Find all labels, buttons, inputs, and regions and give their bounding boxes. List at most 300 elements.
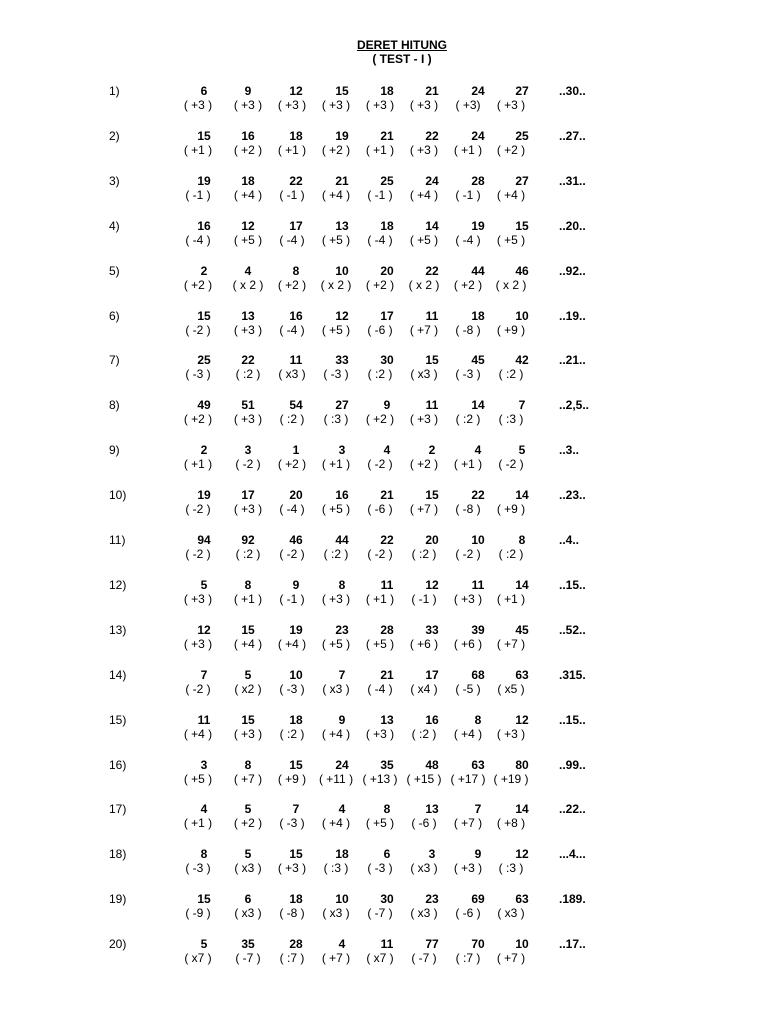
sequence-term: 22 (425, 263, 439, 278)
sequence-term: 94 (197, 533, 211, 547)
sequence-term: 16 (197, 218, 211, 233)
problem-row (0, 443, 768, 477)
sequence-term: 18 (289, 128, 303, 143)
sequence-term: 5 (200, 937, 208, 952)
sequence-term: 42 (515, 353, 529, 368)
operation-hint: ( +1 ) (453, 142, 483, 157)
problem-row (0, 758, 768, 792)
problem-number: 14) (109, 667, 127, 682)
sequence-term: 45 (515, 622, 529, 637)
sequence-term: 12 (241, 218, 255, 233)
operation-hint: ( :2 ) (235, 367, 261, 382)
operation-hint: ( +17 ) (450, 771, 486, 786)
operation-hint: ( +3 ) (496, 726, 526, 741)
problem-number: 17) (109, 802, 127, 817)
sequence-term: 6 (244, 892, 252, 907)
sequence-term: 11 (425, 308, 439, 323)
operation-hint: ( +7 ) (409, 502, 439, 517)
sequence-term: 13 (380, 712, 394, 727)
operation-hint: ( :2 ) (411, 726, 437, 741)
sequence-term: 33 (335, 353, 349, 368)
sequence-term: 19 (289, 622, 303, 637)
sequence-term: 17 (425, 667, 439, 682)
answer: ..17.. (559, 937, 586, 952)
answer: ..27.. (559, 128, 586, 143)
sequence-term: 9 (244, 84, 252, 98)
operation-hint: ( -8 ) (279, 906, 305, 921)
problem-row (0, 398, 768, 432)
operation-hint: ( +7 ) (321, 951, 351, 966)
sequence-term: 19 (335, 128, 349, 143)
operation-hint: ( x3 ) (234, 861, 262, 876)
sequence-term: 4 (383, 443, 391, 458)
sequence-term: 10 (335, 263, 349, 278)
operation-hint: ( +1 ) (453, 457, 483, 472)
operation-hint: ( +2 ) (183, 277, 213, 292)
sequence-term: 54 (289, 398, 303, 413)
problem-row (0, 219, 768, 253)
sequence-term: 6 (200, 84, 208, 98)
operation-hint: ( +3 ) (233, 726, 263, 741)
sequence-term: 3 (200, 757, 208, 772)
operation-hint: ( :2 ) (323, 547, 349, 561)
sequence-term: 20 (425, 533, 439, 547)
answer: ..30.. (559, 84, 586, 98)
operation-hint: ( x3 ) (278, 367, 306, 382)
operation-hint: ( -5 ) (455, 681, 481, 696)
sequence-term: 44 (335, 533, 349, 547)
sequence-term: 11 (289, 353, 303, 368)
problem-row (0, 264, 768, 298)
sequence-term: 14 (425, 218, 439, 233)
problem-row (0, 129, 768, 163)
sequence-term: 12 (515, 712, 529, 727)
operation-hint: ( -3 ) (279, 681, 305, 696)
answer: ..20.. (559, 218, 586, 233)
operation-hint: ( +13 ) (362, 771, 398, 786)
sequence-term: 12 (515, 847, 529, 862)
problem-number: 2) (109, 128, 120, 143)
operation-hint: ( +2 ) (321, 142, 351, 157)
answer: ..3.. (559, 443, 580, 458)
operation-hint: ( :2 ) (498, 547, 524, 561)
sequence-term: 24 (471, 128, 485, 143)
sequence-term: 19 (197, 173, 211, 188)
operation-hint: ( +5 ) (183, 771, 213, 786)
operation-hint: ( :2 ) (279, 726, 305, 741)
sequence-term: 4 (474, 443, 482, 458)
sequence-term: 21 (335, 173, 349, 188)
sequence-term: 6 (383, 847, 391, 862)
sequence-term: 17 (241, 488, 255, 503)
sequence-term: 21 (380, 128, 394, 143)
sequence-term: 21 (425, 84, 439, 98)
problem-row (0, 578, 768, 612)
problem-row (0, 353, 768, 387)
problem-number: 20) (109, 937, 127, 952)
problem-row (0, 892, 768, 926)
sequence-term: 63 (471, 757, 485, 772)
sequence-term: 1 (292, 443, 300, 458)
problem-number: 5) (109, 263, 120, 278)
sequence-term: 30 (380, 892, 394, 907)
operation-hint: ( +19 ) (493, 771, 529, 786)
operation-hint: ( -8 ) (455, 502, 481, 517)
sequence-term: 5 (518, 443, 526, 458)
operation-hint: ( -1 ) (279, 187, 305, 202)
sequence-term: 18 (471, 308, 485, 323)
problem-row (0, 309, 768, 343)
problem-number: 19) (109, 892, 127, 907)
operation-hint: ( +3 ) (453, 861, 483, 876)
sequence-term: 15 (197, 892, 211, 907)
operation-hint: ( -7 ) (367, 906, 393, 921)
operation-hint: ( -3 ) (455, 367, 481, 382)
operation-hint: ( -2 ) (185, 681, 211, 696)
problem-number: 3) (109, 173, 120, 188)
operation-hint: ( -3 ) (323, 367, 349, 382)
sequence-term: 13 (241, 308, 255, 323)
operation-hint: ( x 2 ) (495, 277, 527, 292)
problem-number: 4) (109, 218, 120, 233)
sequence-term: 39 (471, 622, 485, 637)
operation-hint: ( +4 ) (321, 816, 351, 831)
sequence-term: 18 (289, 712, 303, 727)
problem-number: 12) (109, 577, 127, 592)
operation-hint: ( +3 ) (183, 636, 213, 651)
sequence-term: 9 (338, 712, 346, 727)
sequence-term: 4 (338, 937, 346, 952)
operation-hint: ( +4 ) (409, 187, 439, 202)
sequence-term: 8 (244, 757, 252, 772)
sequence-term: 18 (380, 84, 394, 98)
problem-number: 18) (109, 847, 127, 862)
sequence-term: 16 (289, 308, 303, 323)
problem-number: 6) (109, 308, 120, 323)
sequence-term: 24 (471, 84, 485, 98)
sequence-term: 15 (425, 488, 439, 503)
operation-hint: ( :7 ) (279, 951, 305, 966)
operation-hint: ( +1 ) (496, 591, 526, 606)
sequence-term: 25 (515, 128, 529, 143)
operation-hint: ( -2 ) (235, 457, 261, 472)
sequence-term: 11 (197, 712, 211, 727)
operation-hint: ( -2 ) (185, 547, 211, 561)
page-title: DERET HITUNG (357, 38, 447, 52)
operation-hint: ( -2 ) (455, 547, 481, 561)
answer: ..21.. (559, 353, 586, 368)
operation-hint: ( -4 ) (367, 681, 393, 696)
operation-hint: ( +1 ) (321, 457, 351, 472)
sequence-term: 15 (241, 622, 255, 637)
operation-hint: ( +5 ) (321, 502, 351, 517)
problem-row (0, 174, 768, 208)
sequence-term: 5 (200, 577, 208, 592)
operation-hint: ( x7 ) (366, 951, 394, 966)
operation-hint: ( +8 ) (496, 816, 526, 831)
operation-hint: ( +3 ) (409, 412, 439, 427)
operation-hint: ( -8 ) (455, 322, 481, 337)
operation-hint: ( x4 ) (410, 681, 438, 696)
operation-hint: ( -3 ) (185, 367, 211, 382)
sequence-term: 15 (335, 84, 349, 98)
answer: ..52.. (559, 622, 586, 637)
problem-number: 1) (109, 84, 120, 98)
sequence-term: 2 (200, 263, 208, 278)
operation-hint: ( :2 ) (455, 412, 481, 427)
operation-hint: ( +1 ) (183, 142, 213, 157)
operation-hint: ( +2 ) (233, 142, 263, 157)
operation-hint: ( -4 ) (367, 232, 393, 247)
sequence-term: 5 (244, 667, 252, 682)
operation-hint: ( +3 ) (453, 591, 483, 606)
sequence-term: 18 (241, 173, 255, 188)
sequence-term: 22 (425, 128, 439, 143)
sequence-term: 9 (383, 398, 391, 413)
answer: ..2,5.. (559, 398, 590, 413)
operation-hint: ( x3 ) (410, 861, 438, 876)
sequence-term: 4 (200, 802, 208, 817)
sequence-term: 15 (197, 308, 211, 323)
operation-hint: ( -4 ) (455, 232, 481, 247)
sequence-term: 14 (515, 802, 529, 817)
sequence-term: 14 (471, 398, 485, 413)
operation-hint: ( -4 ) (279, 232, 305, 247)
operation-hint: ( :7 ) (455, 951, 481, 966)
sequence-term: 14 (515, 488, 529, 503)
answer: ..23.. (559, 488, 586, 503)
operation-hint: ( +5 ) (321, 636, 351, 651)
problem-number: 13) (109, 622, 127, 637)
operation-hint: ( +1 ) (183, 816, 213, 831)
operation-hint: ( +1 ) (183, 457, 213, 472)
operation-hint: ( +4 ) (496, 187, 526, 202)
operation-hint: ( x 2 ) (408, 277, 440, 292)
operation-hint: ( +9 ) (496, 502, 526, 517)
sequence-term: 2 (428, 443, 436, 458)
operation-hint: ( -4 ) (279, 502, 305, 517)
problem-row (0, 937, 768, 971)
sequence-term: 11 (425, 398, 439, 413)
operation-hint: ( -4 ) (279, 322, 305, 337)
sequence-term: 19 (471, 218, 485, 233)
sequence-term: 8 (292, 263, 300, 278)
sequence-term: 30 (380, 353, 394, 368)
operation-hint: ( x5 ) (497, 681, 525, 696)
operation-hint: ( +2 ) (496, 142, 526, 157)
sequence-term: 12 (197, 622, 211, 637)
sequence-term: 10 (515, 937, 529, 952)
sequence-term: 14 (515, 577, 529, 592)
answer: ..22.. (559, 802, 586, 817)
sequence-term: 24 (425, 173, 439, 188)
operation-hint: ( +2 ) (233, 816, 263, 831)
operation-hint: ( +7 ) (233, 771, 263, 786)
operation-hint: ( +2 ) (365, 412, 395, 427)
problem-number: 11) (109, 533, 126, 547)
operation-hint: ( x 2 ) (320, 277, 352, 292)
sequence-term: 12 (289, 84, 303, 98)
sequence-term: 49 (197, 398, 211, 413)
sequence-term: 77 (425, 937, 439, 952)
operation-hint: ( +7 ) (453, 816, 483, 831)
operation-hint: ( +3 ) (183, 98, 213, 112)
operation-hint: ( +4 ) (453, 726, 483, 741)
problem-row (0, 488, 768, 522)
operation-hint: ( -2 ) (367, 457, 393, 472)
operation-hint: ( :3 ) (498, 861, 524, 876)
operation-hint: ( -1 ) (279, 591, 305, 606)
operation-hint: ( +7 ) (496, 951, 526, 966)
sequence-term: 28 (289, 937, 303, 952)
sequence-term: 28 (380, 622, 394, 637)
sequence-term: 18 (289, 892, 303, 907)
sequence-term: 45 (471, 353, 485, 368)
operation-hint: ( +4 ) (277, 636, 307, 651)
operation-hint: ( +9 ) (496, 322, 526, 337)
sequence-term: 21 (380, 667, 394, 682)
operation-hint: ( :2 ) (498, 367, 524, 382)
problem-row (0, 713, 768, 747)
sequence-term: 20 (289, 488, 303, 503)
sequence-term: 35 (241, 937, 255, 952)
sequence-term: 8 (200, 847, 208, 862)
operation-hint: ( +2 ) (453, 277, 483, 292)
operation-hint: ( -1 ) (185, 187, 211, 202)
sequence-term: 22 (380, 533, 394, 547)
problem-row (0, 533, 768, 567)
operation-hint: ( +5 ) (321, 232, 351, 247)
sequence-term: 80 (515, 757, 529, 772)
sequence-term: 8 (338, 577, 346, 592)
operation-hint: ( +4 ) (233, 187, 263, 202)
answer: ..19.. (559, 308, 586, 323)
sequence-term: 11 (380, 937, 394, 952)
answer: ..15.. (559, 712, 586, 727)
problem-number: 7) (109, 353, 120, 368)
operation-hint: ( -6 ) (455, 906, 481, 921)
operation-hint: ( +1 ) (365, 142, 395, 157)
operation-hint: ( :3 ) (498, 412, 524, 427)
operation-hint: ( +4 ) (183, 726, 213, 741)
operation-hint: ( +4 ) (321, 726, 351, 741)
operation-hint: ( x3 ) (410, 367, 438, 382)
operation-hint: ( +3 ) (409, 98, 439, 112)
sequence-term: 2 (200, 443, 208, 458)
sequence-term: 22 (289, 173, 303, 188)
operation-hint: ( -2 ) (367, 547, 393, 561)
sequence-term: 11 (471, 577, 485, 592)
sequence-term: 8 (244, 577, 252, 592)
sequence-term: 3 (428, 847, 436, 862)
operation-hint: ( -7 ) (235, 951, 261, 966)
operation-hint: ( +3 ) (277, 861, 307, 876)
sequence-term: 15 (425, 353, 439, 368)
operation-hint: ( -2 ) (185, 322, 211, 337)
sequence-term: 17 (289, 218, 303, 233)
operation-hint: ( -9 ) (185, 906, 211, 921)
sequence-term: 23 (425, 892, 439, 907)
sequence-term: 7 (474, 802, 482, 817)
sequence-term: 24 (335, 757, 349, 772)
operation-hint: ( +5 ) (365, 636, 395, 651)
sequence-term: 70 (471, 937, 485, 952)
operation-hint: ( +3 ) (233, 412, 263, 427)
sequence-term: 10 (515, 308, 529, 323)
operation-hint: ( :2 ) (367, 367, 393, 382)
operation-hint: ( -2 ) (185, 502, 211, 517)
operation-hint: ( -4 ) (185, 232, 211, 247)
sequence-term: 48 (425, 757, 439, 772)
sequence-term: 27 (335, 398, 349, 413)
operation-hint: ( +6 ) (453, 636, 483, 651)
answer: ..99.. (559, 757, 586, 772)
operation-hint: ( +5 ) (496, 232, 526, 247)
operation-hint: ( :2 ) (279, 412, 305, 427)
sequence-term: 68 (471, 667, 485, 682)
problem-row (0, 802, 768, 836)
answer: .189. (559, 892, 586, 907)
sequence-term: 46 (289, 533, 303, 547)
sequence-term: 10 (289, 667, 303, 682)
sequence-term: 4 (338, 802, 346, 817)
sequence-term: 12 (425, 577, 439, 592)
operation-hint: ( x 2 ) (232, 277, 264, 292)
operation-hint: ( +3) (455, 98, 481, 112)
sequence-term: 35 (380, 757, 394, 772)
sequence-term: 46 (515, 263, 529, 278)
answer: ..92.. (559, 263, 586, 278)
operation-hint: ( +2 ) (183, 412, 213, 427)
sequence-term: 4 (244, 263, 252, 278)
problem-number: 10) (109, 488, 127, 503)
operation-hint: ( +2 ) (277, 457, 307, 472)
problem-number: 15) (109, 712, 127, 727)
problem-row (0, 623, 768, 657)
operation-hint: ( +5 ) (365, 816, 395, 831)
problem-row (0, 84, 768, 118)
sequence-term: 28 (471, 173, 485, 188)
operation-hint: ( +5 ) (321, 322, 351, 337)
sequence-term: 9 (292, 577, 300, 592)
sequence-term: 21 (380, 488, 394, 503)
operation-hint: ( +9 ) (277, 771, 307, 786)
operation-hint: ( +6 ) (409, 636, 439, 651)
operation-hint: ( +3 ) (233, 322, 263, 337)
sequence-term: 7 (200, 667, 208, 682)
sequence-term: 13 (335, 218, 349, 233)
operation-hint: ( +3 ) (321, 591, 351, 606)
sequence-term: 5 (244, 802, 252, 817)
operation-hint: ( +4 ) (233, 636, 263, 651)
operation-hint: ( +5 ) (409, 232, 439, 247)
sequence-term: 3 (244, 443, 252, 458)
operation-hint: ( +3 ) (365, 726, 395, 741)
operation-hint: ( +3 ) (233, 502, 263, 517)
problem-number: 8) (109, 398, 120, 413)
operation-hint: ( +3 ) (365, 98, 395, 112)
sequence-term: 22 (471, 488, 485, 503)
operation-hint: ( :2 ) (235, 547, 261, 561)
sequence-term: 8 (474, 712, 482, 727)
sequence-term: 7 (518, 398, 526, 413)
sequence-term: 3 (338, 443, 346, 458)
sequence-term: 9 (474, 847, 482, 862)
problem-row (0, 668, 768, 702)
operation-hint: ( :3 ) (323, 861, 349, 876)
operation-hint: ( +1 ) (277, 142, 307, 157)
sequence-term: 23 (335, 622, 349, 637)
